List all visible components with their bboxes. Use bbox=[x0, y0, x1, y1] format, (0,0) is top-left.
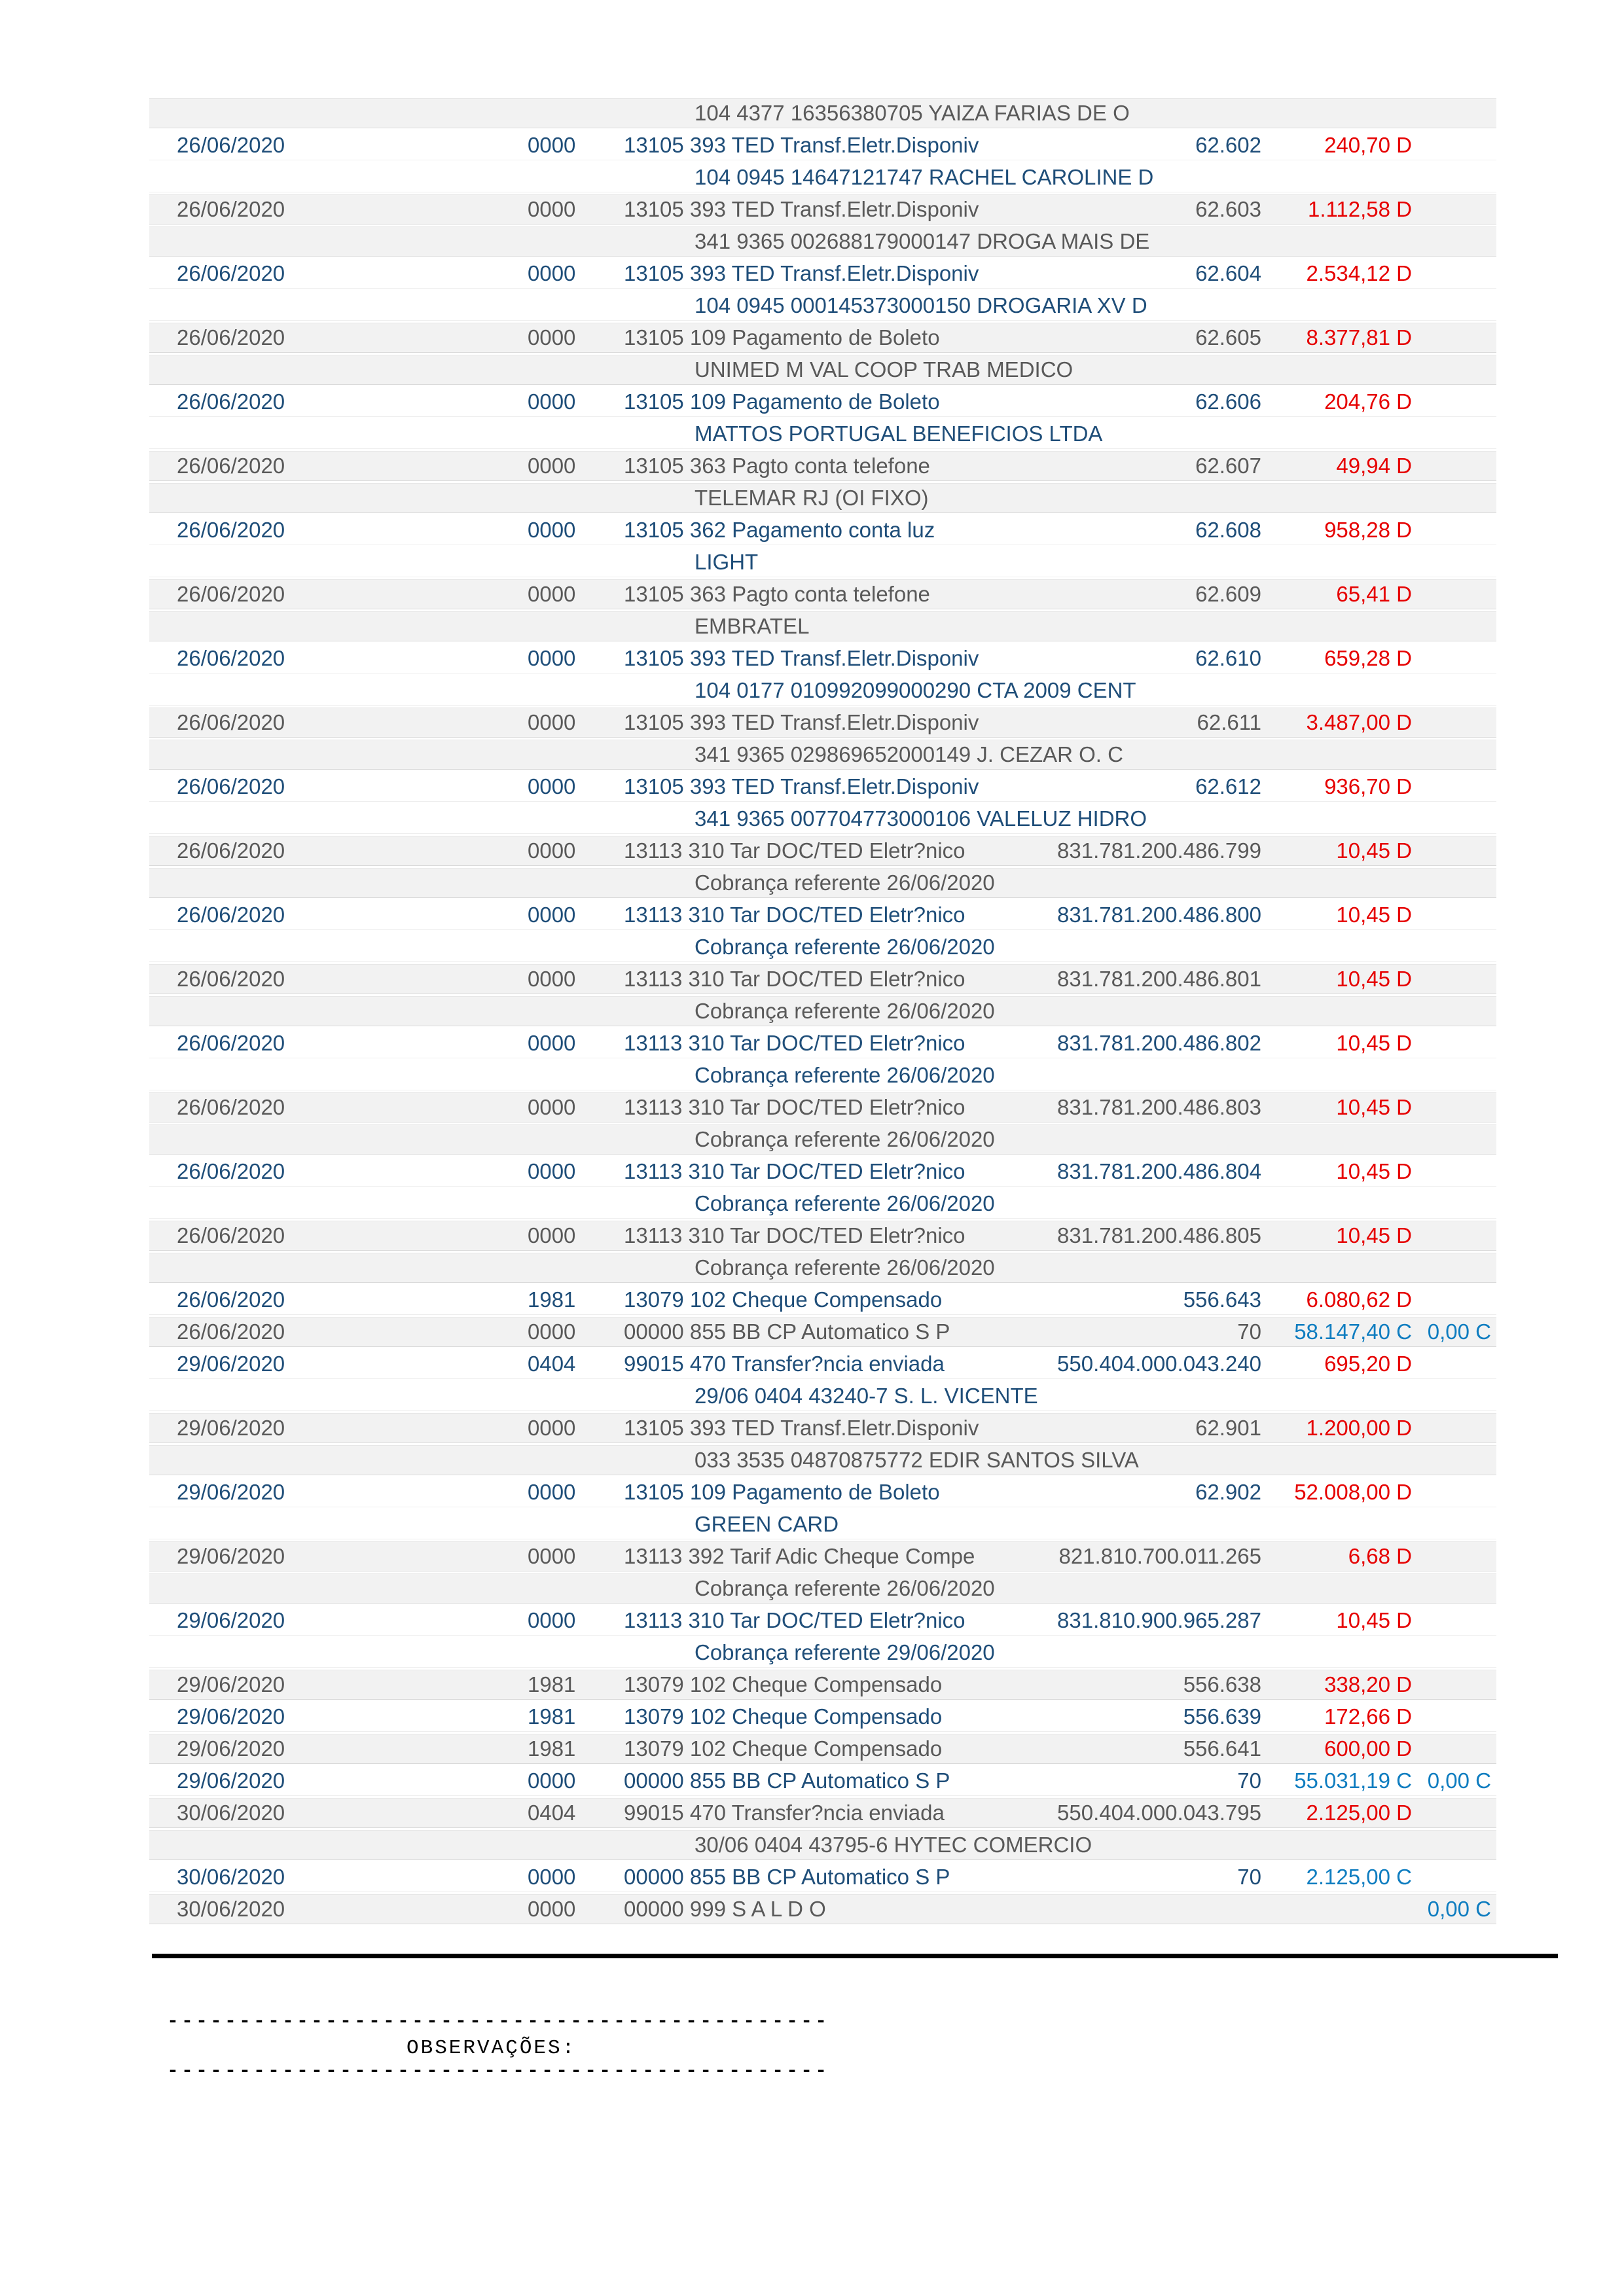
transaction-amount: 65,41 D bbox=[1336, 582, 1412, 606]
transaction-amount: 1.112,58 D bbox=[1307, 197, 1412, 221]
transaction-balance: 0,00 C bbox=[1427, 1768, 1491, 1793]
transaction-document-number: 62.902 bbox=[1195, 1479, 1261, 1504]
transaction-date: 26/06/2020 bbox=[177, 1223, 285, 1247]
transaction-date: 29/06/2020 bbox=[177, 1544, 285, 1568]
transaction-document-number: 70 bbox=[1237, 1768, 1261, 1793]
transaction-detail-text: Cobrança referente 26/06/2020 bbox=[695, 934, 995, 959]
transaction-description: 13113 310 Tar DOC/TED Eletr?nico bbox=[624, 1607, 965, 1632]
transaction-balance: 0,00 C bbox=[1427, 1319, 1491, 1344]
transaction-row bbox=[149, 579, 1496, 609]
transaction-description: 13105 363 Pagto conta telefone bbox=[624, 454, 930, 478]
transaction-agency: 0000 bbox=[528, 838, 576, 863]
transaction-row bbox=[149, 836, 1496, 866]
transaction-row bbox=[149, 1862, 1496, 1892]
transaction-row bbox=[149, 1766, 1496, 1796]
transaction-amount: 600,00 D bbox=[1324, 1736, 1412, 1761]
transaction-amount: 240,70 D bbox=[1324, 132, 1412, 157]
transaction-description: 13105 363 Pagto conta telefone bbox=[624, 582, 930, 606]
transaction-detail-text: Cobrança referente 26/06/2020 bbox=[695, 1255, 995, 1280]
transaction-date: 26/06/2020 bbox=[177, 325, 285, 350]
transaction-amount: 10,45 D bbox=[1336, 838, 1412, 863]
transaction-description: 13105 393 TED Transf.Eletr.Disponiv bbox=[624, 197, 979, 221]
transaction-document-number: 556.641 bbox=[1183, 1736, 1261, 1761]
transaction-detail-text: Cobrança referente 26/06/2020 bbox=[695, 1191, 995, 1215]
transaction-date: 29/06/2020 bbox=[177, 1416, 285, 1440]
transaction-description: 99015 470 Transfer?ncia enviada bbox=[624, 1801, 945, 1825]
transaction-row bbox=[149, 1221, 1496, 1251]
transaction-document-number: 831.781.200.486.805 bbox=[1057, 1223, 1261, 1247]
transaction-description: 00000 855 BB CP Automatico S P bbox=[624, 1864, 950, 1889]
transaction-detail-text: 033 3535 04870875772 EDIR SANTOS SILVA bbox=[695, 1448, 1139, 1472]
transaction-detail-row bbox=[149, 162, 1496, 192]
transaction-date: 26/06/2020 bbox=[177, 1319, 285, 1344]
transaction-document-number: 831.781.200.486.801 bbox=[1057, 967, 1261, 991]
transaction-date: 26/06/2020 bbox=[177, 132, 285, 157]
transaction-document-number: 62.604 bbox=[1195, 260, 1261, 285]
transaction-detail-text: LIGHT bbox=[695, 549, 759, 574]
transaction-description: 13113 310 Tar DOC/TED Eletr?nico bbox=[624, 1030, 965, 1055]
transaction-row bbox=[149, 1157, 1496, 1187]
transaction-amount: 958,28 D bbox=[1324, 517, 1412, 542]
transaction-description: 13113 310 Tar DOC/TED Eletr?nico bbox=[624, 838, 965, 863]
transaction-detail-row bbox=[149, 1573, 1496, 1604]
transaction-amount: 10,45 D bbox=[1336, 902, 1412, 927]
transaction-detail-text: 341 9365 002688179000147 DROGA MAIS DE bbox=[695, 229, 1150, 253]
transaction-detail-text: Cobrança referente 26/06/2020 bbox=[695, 1062, 995, 1087]
transaction-detail-row bbox=[149, 1445, 1496, 1475]
transaction-agency: 1981 bbox=[528, 1736, 576, 1761]
transaction-amount: 695,20 D bbox=[1324, 1351, 1412, 1376]
transaction-document-number: 831.781.200.486.804 bbox=[1057, 1158, 1261, 1183]
transaction-agency: 0000 bbox=[528, 1897, 576, 1921]
transaction-amount: 10,45 D bbox=[1336, 1030, 1412, 1055]
transaction-detail-text: UNIMED M VAL COOP TRAB MEDICO bbox=[695, 357, 1074, 382]
transaction-description: 13113 310 Tar DOC/TED Eletr?nico bbox=[624, 902, 965, 927]
transaction-description: 13079 102 Cheque Compensado bbox=[624, 1287, 943, 1312]
transaction-agency: 0000 bbox=[528, 1544, 576, 1568]
transaction-detail-row bbox=[149, 1638, 1496, 1668]
transaction-detail-row bbox=[149, 611, 1496, 641]
transaction-agency: 0000 bbox=[528, 1223, 576, 1247]
transaction-document-number: 62.605 bbox=[1195, 325, 1261, 350]
transaction-row bbox=[149, 1413, 1496, 1443]
transaction-row bbox=[149, 1092, 1496, 1122]
transaction-document-number: 550.404.000.043.795 bbox=[1057, 1801, 1261, 1825]
transaction-agency: 0404 bbox=[528, 1351, 576, 1376]
transaction-row bbox=[149, 708, 1496, 738]
transaction-agency: 0000 bbox=[528, 325, 576, 350]
transaction-row bbox=[149, 1894, 1496, 1924]
transaction-agency: 0000 bbox=[528, 1319, 576, 1344]
transaction-amount: 936,70 D bbox=[1324, 774, 1412, 798]
transaction-agency: 0000 bbox=[528, 1864, 576, 1889]
transaction-document-number: 62.607 bbox=[1195, 454, 1261, 478]
transaction-document-number: 62.608 bbox=[1195, 517, 1261, 542]
transaction-description: 13113 310 Tar DOC/TED Eletr?nico bbox=[624, 967, 965, 991]
transaction-date: 26/06/2020 bbox=[177, 389, 285, 414]
transaction-detail-row bbox=[149, 996, 1496, 1026]
transaction-description: 13105 393 TED Transf.Eletr.Disponiv bbox=[624, 645, 979, 670]
transaction-amount: 2.125,00 D bbox=[1306, 1801, 1412, 1825]
transaction-detail-text: EMBRATEL bbox=[695, 614, 810, 638]
transaction-date: 29/06/2020 bbox=[177, 1351, 285, 1376]
transaction-detail-text: 341 9365 007704773000106 VALELUZ HIDRO bbox=[695, 806, 1147, 831]
transaction-detail-text: 30/06 0404 43795-6 HYTEC COMERCIO bbox=[695, 1833, 1092, 1857]
transaction-agency: 1981 bbox=[528, 1704, 576, 1729]
transaction-detail-row bbox=[149, 1060, 1496, 1090]
transaction-date: 26/06/2020 bbox=[177, 645, 285, 670]
transaction-agency: 0000 bbox=[528, 517, 576, 542]
transaction-description: 99015 470 Transfer?ncia enviada bbox=[624, 1351, 945, 1376]
transaction-date: 26/06/2020 bbox=[177, 1030, 285, 1055]
transaction-description: 13105 393 TED Transf.Eletr.Disponiv bbox=[624, 132, 979, 157]
transaction-description: 13079 102 Cheque Compensado bbox=[624, 1672, 943, 1696]
transaction-date: 29/06/2020 bbox=[177, 1736, 285, 1761]
transaction-agency: 0000 bbox=[528, 454, 576, 478]
transaction-description: 00000 855 BB CP Automatico S P bbox=[624, 1319, 950, 1344]
transaction-amount: 6.080,62 D bbox=[1306, 1287, 1412, 1312]
transaction-row bbox=[149, 772, 1496, 802]
transaction-agency: 0000 bbox=[528, 1095, 576, 1119]
transaction-row bbox=[149, 1285, 1496, 1315]
transaction-date: 26/06/2020 bbox=[177, 902, 285, 927]
transaction-row bbox=[149, 387, 1496, 417]
transaction-date: 29/06/2020 bbox=[177, 1768, 285, 1793]
transaction-detail-text: 104 0177 010992099000290 CTA 2009 CENT bbox=[695, 677, 1136, 702]
transaction-date: 29/06/2020 bbox=[177, 1479, 285, 1504]
transaction-row bbox=[149, 451, 1496, 481]
transaction-agency: 0000 bbox=[528, 582, 576, 606]
transaction-date: 30/06/2020 bbox=[177, 1897, 285, 1921]
transaction-row bbox=[149, 1028, 1496, 1058]
transaction-document-number: 831.781.200.486.803 bbox=[1057, 1095, 1261, 1119]
transaction-amount: 1.200,00 D bbox=[1306, 1416, 1412, 1440]
transaction-amount: 52.008,00 D bbox=[1294, 1479, 1412, 1504]
transaction-row bbox=[149, 1349, 1496, 1379]
transaction-description: 13105 393 TED Transf.Eletr.Disponiv bbox=[624, 774, 979, 798]
transaction-detail-text: 104 0945 000145373000150 DROGARIA XV D bbox=[695, 293, 1147, 317]
transaction-agency: 0000 bbox=[528, 774, 576, 798]
transaction-document-number: 62.609 bbox=[1195, 582, 1261, 606]
transaction-document-number: 70 bbox=[1237, 1864, 1261, 1889]
transaction-agency: 0000 bbox=[528, 967, 576, 991]
transaction-agency: 0404 bbox=[528, 1801, 576, 1825]
transaction-date: 30/06/2020 bbox=[177, 1864, 285, 1889]
transaction-detail-text: Cobrança referente 26/06/2020 bbox=[695, 870, 995, 895]
transaction-document-number: 62.606 bbox=[1195, 389, 1261, 414]
transaction-detail-row bbox=[149, 1124, 1496, 1155]
transaction-row bbox=[149, 1702, 1496, 1732]
transaction-document-number: 62.602 bbox=[1195, 132, 1261, 157]
transaction-description: 13079 102 Cheque Compensado bbox=[624, 1704, 943, 1729]
transaction-description: 13113 310 Tar DOC/TED Eletr?nico bbox=[624, 1158, 965, 1183]
transaction-detail-text: Cobrança referente 26/06/2020 bbox=[695, 1576, 995, 1600]
observations-divider-top: ---------------------------------------------- bbox=[167, 2011, 830, 2033]
transaction-amount: 10,45 D bbox=[1336, 1158, 1412, 1183]
transaction-detail-row bbox=[149, 1189, 1496, 1219]
transaction-agency: 0000 bbox=[528, 1768, 576, 1793]
transaction-row bbox=[149, 900, 1496, 930]
transaction-description: 00000 999 S A L D O bbox=[624, 1897, 826, 1921]
transaction-detail-text: MATTOS PORTUGAL BENEFICIOS LTDA bbox=[695, 421, 1103, 446]
transaction-row bbox=[149, 259, 1496, 289]
transaction-description: 00000 855 BB CP Automatico S P bbox=[624, 1768, 950, 1793]
transaction-agency: 1981 bbox=[528, 1287, 576, 1312]
observations-label: OBSERVAÇÕES: bbox=[406, 2037, 577, 2060]
statement-end-rule bbox=[152, 1954, 1558, 1958]
transaction-amount: 2.125,00 C bbox=[1306, 1864, 1412, 1889]
transaction-amount: 10,45 D bbox=[1336, 1607, 1412, 1632]
transaction-detail-row bbox=[149, 98, 1496, 128]
transaction-agency: 0000 bbox=[528, 389, 576, 414]
transaction-detail-text: Cobrança referente 26/06/2020 bbox=[695, 1127, 995, 1151]
transaction-row bbox=[149, 964, 1496, 994]
transaction-amount: 58.147,40 C bbox=[1294, 1319, 1412, 1344]
transaction-row bbox=[149, 130, 1496, 160]
transaction-detail-row bbox=[149, 355, 1496, 385]
transaction-description: 13113 310 Tar DOC/TED Eletr?nico bbox=[624, 1223, 965, 1247]
transaction-detail-row bbox=[149, 419, 1496, 449]
transaction-agency: 0000 bbox=[528, 1607, 576, 1632]
transaction-document-number: 62.612 bbox=[1195, 774, 1261, 798]
transaction-agency: 0000 bbox=[528, 1416, 576, 1440]
transaction-description: 13105 109 Pagamento de Boleto bbox=[624, 325, 940, 350]
transaction-date: 26/06/2020 bbox=[177, 197, 285, 221]
transaction-document-number: 821.810.700.011.265 bbox=[1058, 1544, 1261, 1568]
transaction-agency: 0000 bbox=[528, 132, 576, 157]
transaction-date: 29/06/2020 bbox=[177, 1704, 285, 1729]
transaction-amount: 2.534,12 D bbox=[1306, 260, 1412, 285]
transaction-agency: 0000 bbox=[528, 902, 576, 927]
transaction-amount: 204,76 D bbox=[1324, 389, 1412, 414]
transaction-amount: 10,45 D bbox=[1336, 967, 1412, 991]
transaction-date: 26/06/2020 bbox=[177, 1095, 285, 1119]
transaction-detail-text: 104 0945 14647121747 RACHEL CAROLINE D bbox=[695, 164, 1154, 189]
transaction-row bbox=[149, 1317, 1496, 1347]
transaction-description: 13105 109 Pagamento de Boleto bbox=[624, 1479, 940, 1504]
transaction-amount: 55.031,19 C bbox=[1294, 1768, 1412, 1793]
statement-table bbox=[149, 98, 1496, 1926]
transaction-detail-row bbox=[149, 804, 1496, 834]
transaction-agency: 1981 bbox=[528, 1672, 576, 1696]
transaction-description: 13113 392 Tarif Adic Cheque Compe bbox=[624, 1544, 975, 1568]
transaction-document-number: 556.643 bbox=[1183, 1287, 1261, 1312]
transaction-detail-text: TELEMAR RJ (OI FIXO) bbox=[695, 486, 929, 510]
transaction-date: 30/06/2020 bbox=[177, 1801, 285, 1825]
observations-divider-bottom: ---------------------------------------------- bbox=[167, 2060, 830, 2083]
transaction-row bbox=[149, 1541, 1496, 1571]
transaction-date: 29/06/2020 bbox=[177, 1607, 285, 1632]
transaction-detail-text: 341 9365 029869652000149 J. CEZAR O. C bbox=[695, 742, 1123, 766]
transaction-row bbox=[149, 1734, 1496, 1764]
transaction-detail-row bbox=[149, 483, 1496, 513]
transaction-detail-row bbox=[149, 226, 1496, 257]
transaction-detail-text: Cobrança referente 29/06/2020 bbox=[695, 1640, 995, 1664]
transaction-date: 26/06/2020 bbox=[177, 1158, 285, 1183]
transaction-description: 13105 362 Pagamento conta luz bbox=[624, 517, 935, 542]
transaction-date: 26/06/2020 bbox=[177, 838, 285, 863]
transaction-amount: 8.377,81 D bbox=[1306, 325, 1412, 350]
transaction-agency: 0000 bbox=[528, 260, 576, 285]
transaction-row bbox=[149, 1798, 1496, 1828]
transaction-row bbox=[149, 1477, 1496, 1507]
transaction-description: 13113 310 Tar DOC/TED Eletr?nico bbox=[624, 1095, 965, 1119]
transaction-detail-text: 29/06 0404 43240-7 S. L. VICENTE bbox=[695, 1383, 1038, 1408]
transaction-balance: 0,00 C bbox=[1427, 1897, 1491, 1921]
transaction-agency: 0000 bbox=[528, 197, 576, 221]
transaction-row bbox=[149, 515, 1496, 545]
transaction-row bbox=[149, 1605, 1496, 1636]
transaction-row bbox=[149, 323, 1496, 353]
transaction-agency: 0000 bbox=[528, 710, 576, 734]
transaction-detail-row bbox=[149, 1381, 1496, 1411]
transaction-description: 13079 102 Cheque Compensado bbox=[624, 1736, 943, 1761]
transaction-description: 13105 393 TED Transf.Eletr.Disponiv bbox=[624, 1416, 979, 1440]
transaction-document-number: 556.639 bbox=[1183, 1704, 1261, 1729]
transaction-document-number: 70 bbox=[1237, 1319, 1261, 1344]
transaction-detail-row bbox=[149, 868, 1496, 898]
transaction-date: 26/06/2020 bbox=[177, 582, 285, 606]
transaction-document-number: 831.781.200.486.800 bbox=[1057, 902, 1261, 927]
transaction-agency: 0000 bbox=[528, 645, 576, 670]
transaction-detail-text: GREEN CARD bbox=[695, 1511, 839, 1536]
transaction-description: 13105 109 Pagamento de Boleto bbox=[624, 389, 940, 414]
transaction-detail-text: Cobrança referente 26/06/2020 bbox=[695, 999, 995, 1023]
transaction-date: 29/06/2020 bbox=[177, 1672, 285, 1696]
transaction-agency: 0000 bbox=[528, 1479, 576, 1504]
transaction-amount: 338,20 D bbox=[1324, 1672, 1412, 1696]
transaction-document-number: 62.901 bbox=[1195, 1416, 1261, 1440]
transaction-row bbox=[149, 194, 1496, 224]
transaction-detail-row bbox=[149, 1830, 1496, 1860]
transaction-date: 26/06/2020 bbox=[177, 774, 285, 798]
transaction-document-number: 831.781.200.486.799 bbox=[1057, 838, 1261, 863]
transaction-document-number: 62.610 bbox=[1195, 645, 1261, 670]
transaction-row bbox=[149, 643, 1496, 673]
transaction-amount: 49,94 D bbox=[1336, 454, 1412, 478]
transaction-date: 26/06/2020 bbox=[177, 260, 285, 285]
transaction-document-number: 831.810.900.965.287 bbox=[1057, 1607, 1261, 1632]
transaction-date: 26/06/2020 bbox=[177, 967, 285, 991]
transaction-amount: 659,28 D bbox=[1324, 645, 1412, 670]
transaction-detail-row bbox=[149, 675, 1496, 706]
transaction-detail-text: 104 4377 16356380705 YAIZA FARIAS DE O bbox=[695, 101, 1130, 125]
transaction-detail-row bbox=[149, 1253, 1496, 1283]
transaction-date: 26/06/2020 bbox=[177, 710, 285, 734]
transaction-description: 13105 393 TED Transf.Eletr.Disponiv bbox=[624, 710, 979, 734]
transaction-document-number: 831.781.200.486.802 bbox=[1057, 1030, 1261, 1055]
transaction-date: 26/06/2020 bbox=[177, 454, 285, 478]
transaction-date: 26/06/2020 bbox=[177, 517, 285, 542]
transaction-detail-row bbox=[149, 1509, 1496, 1539]
transaction-description: 13105 393 TED Transf.Eletr.Disponiv bbox=[624, 260, 979, 285]
transaction-amount: 10,45 D bbox=[1336, 1223, 1412, 1247]
transaction-document-number: 62.611 bbox=[1197, 710, 1261, 734]
transaction-document-number: 556.638 bbox=[1183, 1672, 1261, 1696]
transaction-amount: 172,66 D bbox=[1324, 1704, 1412, 1729]
transaction-agency: 0000 bbox=[528, 1030, 576, 1055]
transaction-agency: 0000 bbox=[528, 1158, 576, 1183]
transaction-row bbox=[149, 1670, 1496, 1700]
transaction-detail-row bbox=[149, 291, 1496, 321]
transaction-document-number: 550.404.000.043.240 bbox=[1057, 1351, 1261, 1376]
transaction-date: 26/06/2020 bbox=[177, 1287, 285, 1312]
transaction-detail-row bbox=[149, 932, 1496, 962]
transaction-amount: 10,45 D bbox=[1336, 1095, 1412, 1119]
transaction-document-number: 62.603 bbox=[1195, 197, 1261, 221]
transaction-detail-row bbox=[149, 740, 1496, 770]
transaction-detail-row bbox=[149, 547, 1496, 577]
transaction-amount: 3.487,00 D bbox=[1306, 710, 1412, 734]
transaction-amount: 6,68 D bbox=[1348, 1544, 1412, 1568]
